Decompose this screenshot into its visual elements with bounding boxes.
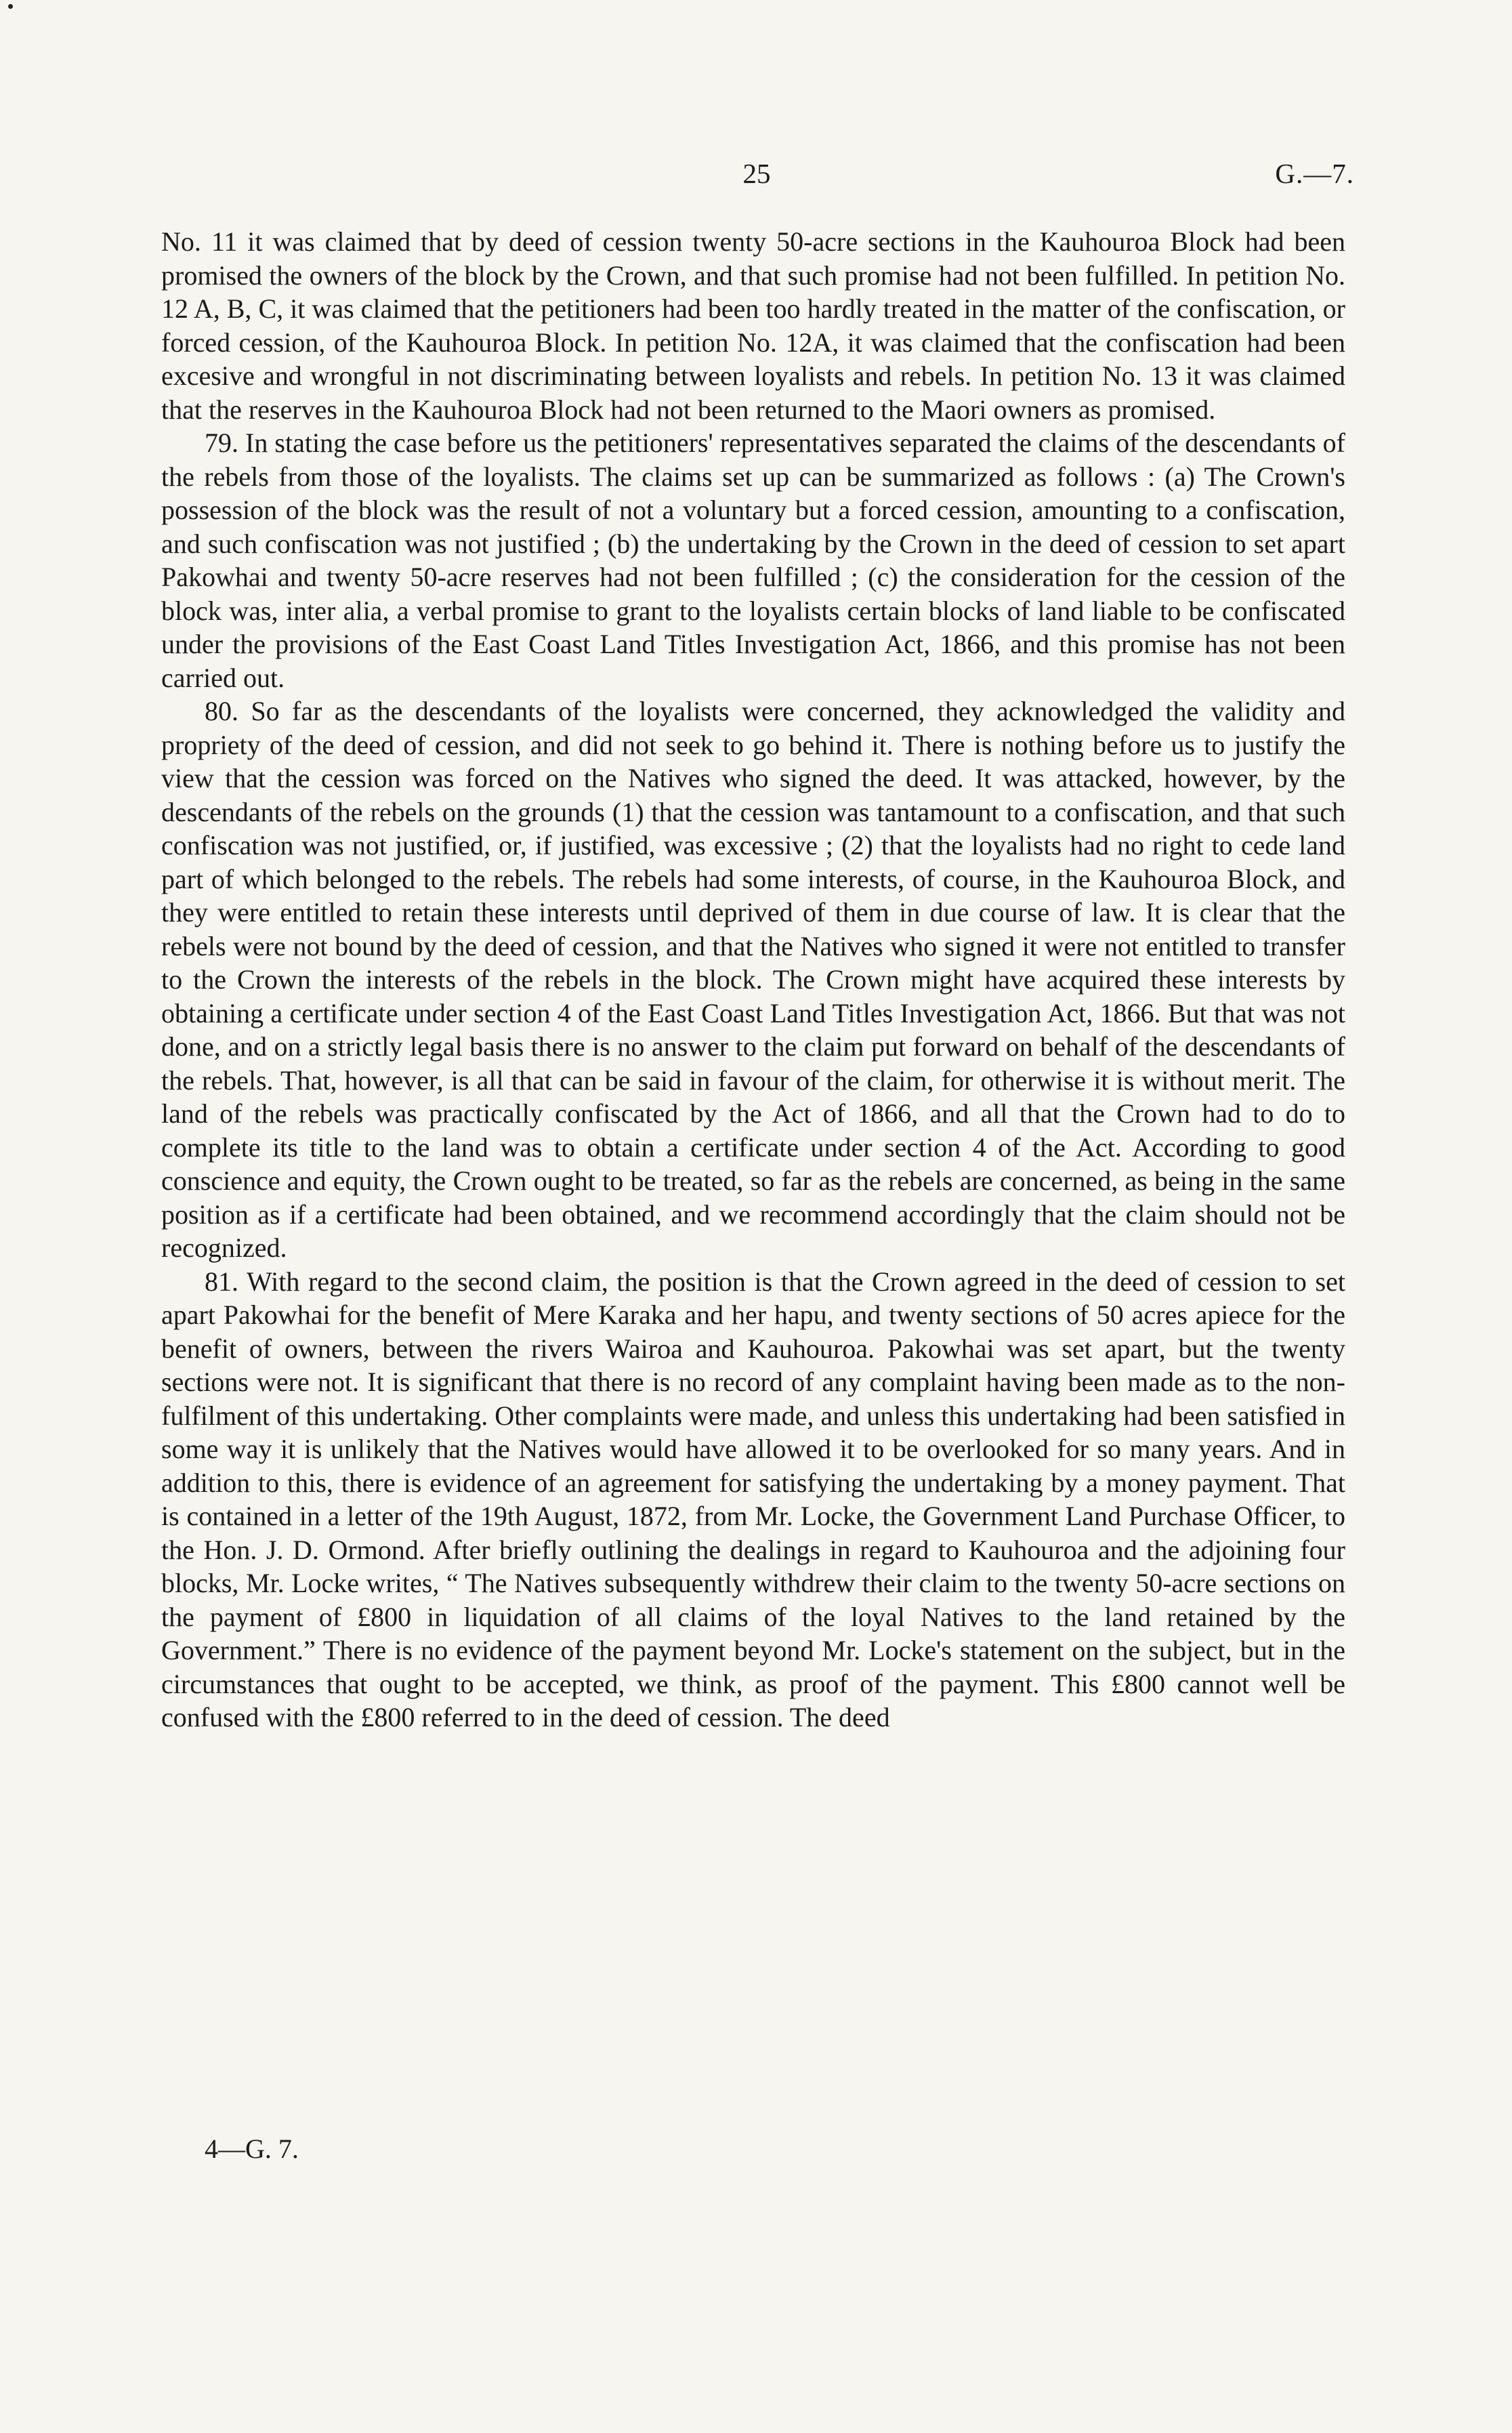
- document-reference: G.—7.: [1275, 158, 1354, 189]
- paragraph-continuation: No. 11 it was claimed that by deed of cession twenty 50-acre sections in the Kauhouroa Block had been promised the owners of the block by the Crown, and that such promise had not been fulfilled. In petition No. 12 A, B, C, it was claimed that the petitioners had been too hardly treated in the matter of the confiscation, or forced cession, of the Kauhouroa Block. In petition No. 12A, it was claimed that the confiscation had been excesive and wrongful in not discriminating between loyalists and rebels. In petition No. 13 it was claimed that the reserves in the Kauhouroa Block had not been returned to the Maori owners as promised.: [161, 226, 1345, 425]
- paragraph-80: 80. So far as the descendants of the loyalists were concerned, they acknowledged the validity and propriety of the deed of cession, and did not seek to go behind it. There is nothing before us to justify the view that the cession was forced on the Natives who signed the deed. It was attacked, however, by the descendants of the rebels on the grounds (1) that the cession was tantamount to a confiscation, and that such confiscation was not justified, or, if justified, was excessive ; (2) that the loyalists had no right to cede land part of which belonged to the rebels. The rebels had some interests, of course, in the Kauhouroa Block, and they were entitled to retain these interests until deprived of them in due course of law. It is clear that the rebels were not bound by the deed of cession, and that the Natives who signed it were not entitled to transfer to the Crown the interests of the rebels in the block. The Crown might have acquired these interests by obtaining a certificate under section 4 of the East Coast Land Titles Investigation Act, 1866. But that was not done, and on a strictly legal basis there is no answer to the claim put forward on behalf of the descendants of the rebels. That, however, is all that can be said in favour of the claim, for otherwise it is without merit. The land of the rebels was practically confiscated by the Act of 1866, and all that the Crown had to do to complete its title to the land was to obtain a certificate under section 4 of the Act. According to good conscience and equity, the Crown ought to be treated, so far as the rebels are concerned, as being in the same position as if a certificate had been obtained, and we recommend accordingly that the claim should not be recognized.: [161, 696, 1345, 1263]
- body-text: [161, 225, 1345, 1734]
- sheet-signature: 4—G. 7.: [205, 2134, 299, 2164]
- paragraph-79: 79. In stating the case before us the petitioners' representatives separated the claims of the descendants of the rebels from those of the loyalists. The claims set up can be summarized as follows : (a) The Crown's possession of the block was the result of not a voluntary but a forced cession, amounting to a confiscation, and such confiscation was not justified ; (b) the undertaking by the Crown in the deed of cession to set apart Pakowhai and twenty 50-acre reserves had not been fulfilled ; (c) the consideration for the cession of the block was, inter alia, a verbal promise to grant to the loyalists certain blocks of land liable to be confiscated under the provisions of the East Coast Land Titles Investigation Act, 1866, and this promise has not been carried out.: [161, 428, 1345, 693]
- paragraph-81: 81. With regard to the second claim, the position is that the Crown agreed in the deed of cession to set apart Pakowhai for the benefit of Mere Karaka and her hapu, and twenty sections of 50 acres apiece for the benefit of owners, between the rivers Wairoa and Kauhouroa. Pakowhai was set apart, but the twenty sections were not. It is significant that there is no record of any complaint having been made as to the non-fulfilment of this undertaking. Other complaints were made, and unless this undertaking had been satisfied in some way it is unlikely that the Natives would have allowed it to be overlooked for so many years. And in addition to this, there is evidence of an agreement for satisfying the undertaking by a money payment. That is contained in a letter of the 19th August, 1872, from Mr. Locke, the Government Land Purchase Officer, to the Hon. J. D. Ormond. After briefly outlining the dealings in regard to Kauhouroa and the adjoining four blocks, Mr. Locke writes, “ The Natives subsequently withdrew their claim to the twenty 50-acre sections on the payment of £800 in liquidation of all claims of the loyal Natives to the land retained by the Government.” There is no evidence of the payment beyond Mr. Locke's statement on the subject, but in the circumstances that ought to be accepted, we think, as proof of the payment. This £800 cannot well be confused with the £800 referred to in the deed of cession. The deed: [161, 1266, 1345, 1732]
- page-number: 25: [742, 158, 771, 189]
- scan-mark: [8, 4, 13, 9]
